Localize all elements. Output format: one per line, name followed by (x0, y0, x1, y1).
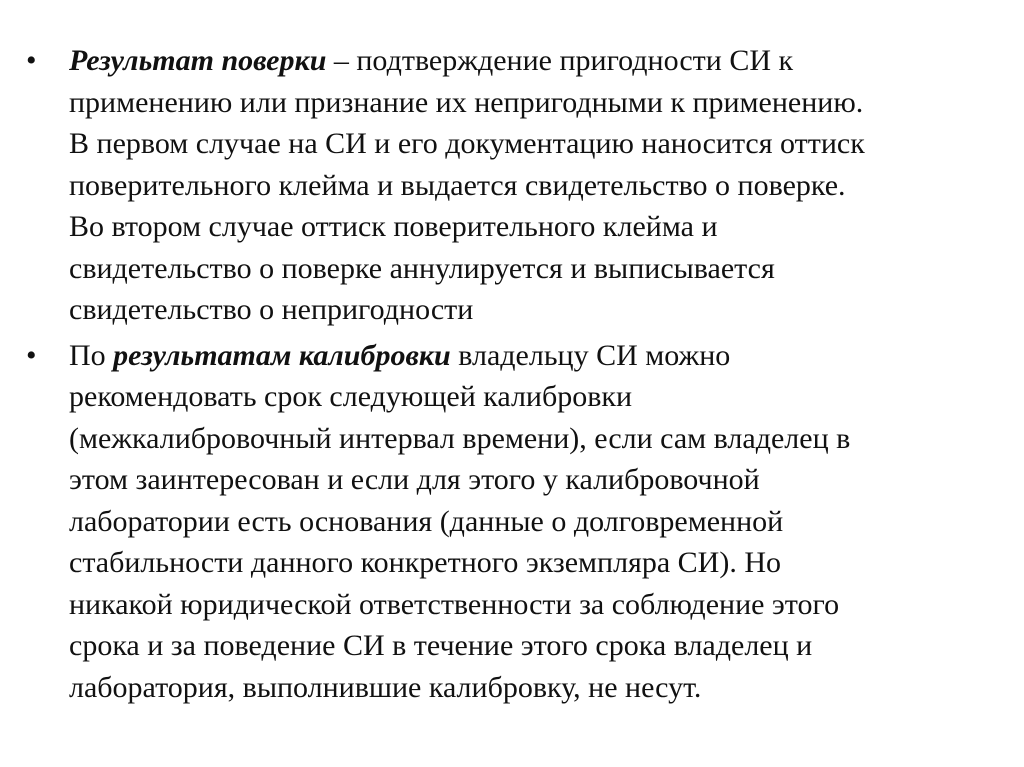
bullet-list (0, 40, 1024, 712)
text-line: стабильности данного конкретного экземпляра СИ). Но (69, 546, 782, 579)
bullet-item-verification-result (0, 40, 1024, 331)
bullet-mark: • (26, 338, 37, 372)
text-fragment: По (69, 338, 114, 372)
text-line: применению или признание их непригодными к применению. (69, 85, 864, 119)
text-line: этом заинтересован и если для этого у калибровочной (69, 463, 760, 496)
text-line: В первом случае на СИ и его документацию наносится оттиск (69, 127, 865, 160)
text-line: рекомендовать срок следующей калибровки (69, 380, 633, 413)
text-line (69, 335, 984, 377)
text-fragment: владельцу СИ можно (450, 338, 731, 372)
text-line: лаборатории есть основания (данные о долговременной (69, 504, 784, 538)
term-calibration-results: результатам калибровки (113, 338, 451, 372)
text-line: Во втором случае оттиск поверительного клейма и (69, 210, 718, 243)
text-line: (межкалибровочный интервал времени), если сам владелец в (69, 421, 851, 455)
term-verification-result: Результат поверки (69, 44, 327, 77)
text-line (69, 40, 984, 82)
text-line: срока и за поведение СИ в течение этого срока владелец и (69, 629, 813, 662)
bullet-mark: • (26, 44, 37, 77)
text-line: свидетельство о непригодности (69, 293, 474, 326)
text-fragment: – подтверждение пригодности СИ к (326, 44, 794, 77)
text-line: поверительного клейма и выдается свидетельство о поверке. (69, 168, 846, 202)
text-line: никакой юридической ответственности за соблюдение этого (69, 587, 840, 621)
text-line: свидетельство о поверке аннулируется и выписывается (69, 251, 775, 285)
text-line: лаборатория, выполнившие калибровку, не несут. (69, 670, 702, 704)
bullet-item-calibration-results (0, 335, 1024, 709)
